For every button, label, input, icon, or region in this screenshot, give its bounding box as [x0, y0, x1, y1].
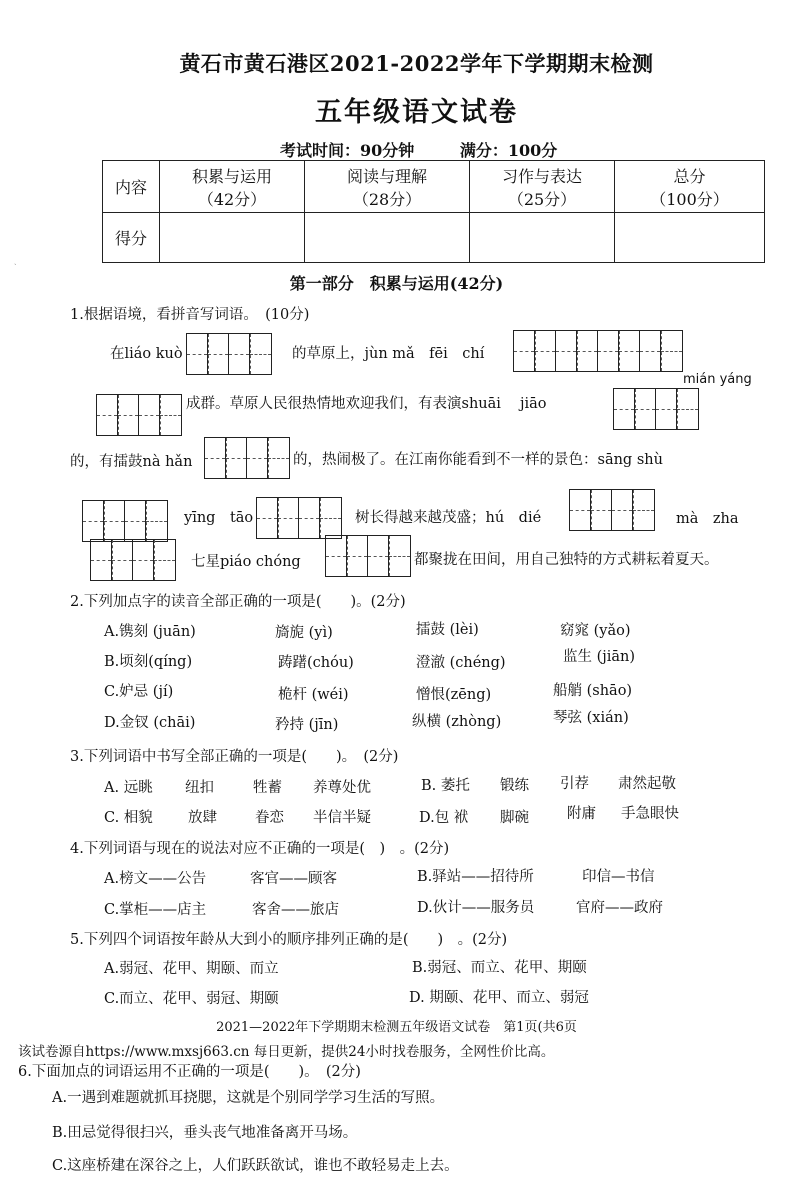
exam-title-line1: 黄石市黄石港区2021-2022学年下学期期末检测 — [179, 51, 654, 76]
answer-grid-yingtao[interactable] — [256, 497, 342, 539]
q3-item: 肃然起敬 — [618, 776, 676, 792]
q1-stem: 1.根据语境，看拼音写词语。 (10分) — [70, 307, 310, 323]
q2-option-d[interactable]: D.金钗 (chāi) — [104, 715, 196, 731]
exam-title-line2: 五年级语文试卷 — [315, 97, 518, 128]
q3-item: 手急眼快 — [621, 806, 679, 822]
answer-grid-junmafeichi[interactable] — [513, 330, 683, 372]
q6-option-b[interactable]: B.田忌觉得很扫兴，垂头丧气地准备离开马场。 — [52, 1125, 358, 1141]
q4-item: 官府——政府 — [576, 900, 663, 916]
q1-text: 的，有擂鼓nà hǎn — [70, 454, 193, 470]
q4-item: 客官——顾客 — [250, 871, 337, 887]
q3-option-a[interactable]: A. 远眺 — [104, 780, 153, 796]
q1-text: yīng tāo — [184, 510, 254, 526]
score-cell-total[interactable] — [615, 213, 765, 263]
q2-option-a[interactable]: A.镌刻 (juān) — [104, 624, 196, 640]
q3-item: 锻练 — [500, 778, 529, 794]
answer-grid-mazha[interactable] — [90, 539, 176, 581]
q4-stem: 4.下列词语与现在的说法对应不正确的一项是( ) 。(2分) — [70, 841, 450, 857]
q4-option-b[interactable]: B.驿站——招待所 — [417, 869, 534, 885]
q3-option-b[interactable]: B. 萎托 — [421, 778, 470, 794]
score-cell-writing[interactable] — [470, 213, 615, 263]
q1-text: 在liáo kuò — [110, 346, 183, 362]
q2-item: 踌躇(chóu) — [278, 655, 354, 671]
answer-grid-shuaijiao[interactable] — [613, 388, 699, 430]
q3-item: 半信半疑 — [313, 810, 371, 826]
source-note: 该试卷源自https://www.mxsj663.cn 每日更新，提供24小时找卷服务，全网性价比高。 — [18, 1044, 555, 1060]
answer-grid-sangshu[interactable] — [82, 500, 168, 542]
q2-item: 矜持 (jīn) — [275, 717, 339, 733]
q3-item: 附庸 — [567, 806, 596, 822]
q4-item: 客舍——旅店 — [252, 902, 339, 918]
section-title: 第一部分 积累与运用(42分) — [289, 274, 504, 293]
q1-text: 七星piáo chóng — [191, 554, 301, 570]
answer-grid-nahan[interactable] — [204, 437, 290, 479]
q6-option-c[interactable]: C.这座桥建在深谷之上，人们跃跃欲试，谁也不敢轻易走上去。 — [52, 1158, 459, 1174]
full-score: 满分：100分 — [459, 141, 558, 160]
q4-item: 印信—书信 — [582, 869, 655, 885]
answer-grid-liaokuo[interactable] — [186, 333, 272, 375]
answer-grid-hudie[interactable] — [569, 489, 655, 531]
q3-item: 纽扣 — [185, 780, 214, 796]
q6-option-a[interactable]: A.一遇到难题就抓耳挠腮，这就是个别同学学习生活的写照。 — [52, 1090, 445, 1106]
q4-option-a[interactable]: A.榜文——公告 — [104, 871, 207, 887]
q2-item: 擂鼓 (lèi) — [416, 622, 479, 638]
q3-item: 脚碗 — [500, 810, 529, 826]
q3-item: 引荐 — [560, 776, 589, 792]
q2-item: 船艄 (shāo) — [553, 683, 633, 699]
q3-item: 养尊处优 — [313, 780, 371, 796]
q3-stem: 3.下列词语中书写全部正确的一项是( )。 (2分) — [70, 749, 399, 765]
q2-stem: 2.下列加点字的读音全部正确的一项是( )。(2分) — [70, 594, 406, 610]
exam-info — [280, 138, 557, 161]
answer-grid-piaochong[interactable] — [325, 535, 411, 577]
q3-option-c[interactable]: C. 相貌 — [104, 810, 153, 826]
q2-item: 澄澈 (chéng) — [416, 655, 506, 671]
q2-item: 窈窕 (yǎo) — [560, 623, 631, 639]
page-footer: 2021—2022年下学期期末检测五年级语文试卷 第1页(共6页 — [216, 1020, 577, 1035]
stray-mark: ` — [14, 264, 17, 271]
q3-item: 眷恋 — [255, 810, 284, 826]
q5-option-b[interactable]: B.弱冠、而立、花甲、期颐 — [412, 960, 587, 976]
q3-item: 放肆 — [188, 810, 217, 826]
q4-option-d[interactable]: D.伙计——服务员 — [417, 900, 535, 916]
score-table-header-accumulation: 积累与运用 （42分） — [160, 161, 305, 213]
q5-stem: 5.下列四个词语按年龄从大到小的顺序排列正确的是( ) 。(2分) — [70, 932, 508, 948]
q2-item: 旖旎 (yì) — [275, 625, 333, 641]
q1-text: mà zha — [676, 511, 739, 527]
score-cell-reading[interactable] — [305, 213, 470, 263]
score-table — [102, 160, 765, 263]
q3-item: 牲蓄 — [253, 780, 282, 796]
q1-text: 成群。草原人民很热情地欢迎我们，有表演shuāi jiāo — [186, 396, 547, 412]
q6-stem: 6.下面加点的词语运用不正确的一项是( )。 (2分) — [18, 1064, 361, 1080]
score-table-header-content: 内容 — [103, 161, 160, 213]
exam-time: 考试时间：90分钟 — [280, 141, 415, 160]
q1-text: 都聚拢在田间，用自己独特的方式耕耘着夏天。 — [414, 552, 719, 568]
q1-text: 的草原上，jùn mǎ fēi chí — [292, 346, 485, 362]
q1-text: 的，热闹极了。在江南你能看到不一样的景色：sāng shù — [293, 452, 663, 468]
score-table-header-reading: 阅读与理解 （28分） — [305, 161, 470, 213]
q2-item: 监生 (jiān) — [563, 649, 636, 665]
q5-option-d[interactable]: D. 期颐、花甲、而立、弱冠 — [409, 990, 589, 1006]
q2-item: 琴弦 (xián) — [553, 710, 629, 726]
q2-item: 纵横 (zhòng) — [412, 714, 502, 730]
score-table-score-label: 得分 — [103, 213, 160, 263]
q2-item: 憎恨(zēng) — [416, 687, 492, 703]
score-cell-accumulation[interactable] — [160, 213, 305, 263]
q1-pinyin: mián yáng — [683, 372, 752, 387]
q1-text: 树长得越来越茂盛；hú dié — [355, 510, 542, 526]
q2-option-c[interactable]: C.妒忌 (jí) — [104, 684, 174, 700]
score-table-header-writing: 习作与表达 （25分） — [470, 161, 615, 213]
q5-option-c[interactable]: C.而立、花甲、弱冠、期颐 — [104, 991, 279, 1007]
q5-option-a[interactable]: A.弱冠、花甲、期颐、而立 — [104, 961, 279, 977]
q4-option-c[interactable]: C.掌柜——店主 — [104, 902, 207, 918]
q3-option-d[interactable]: D.包 袱 — [419, 810, 469, 826]
score-table-header-total: 总分 （100分） — [615, 161, 765, 213]
q2-option-b[interactable]: B.顷刻(qíng) — [104, 654, 193, 670]
answer-grid-mianyang[interactable] — [96, 394, 182, 436]
q2-item: 桅杆 (wéi) — [278, 687, 349, 703]
